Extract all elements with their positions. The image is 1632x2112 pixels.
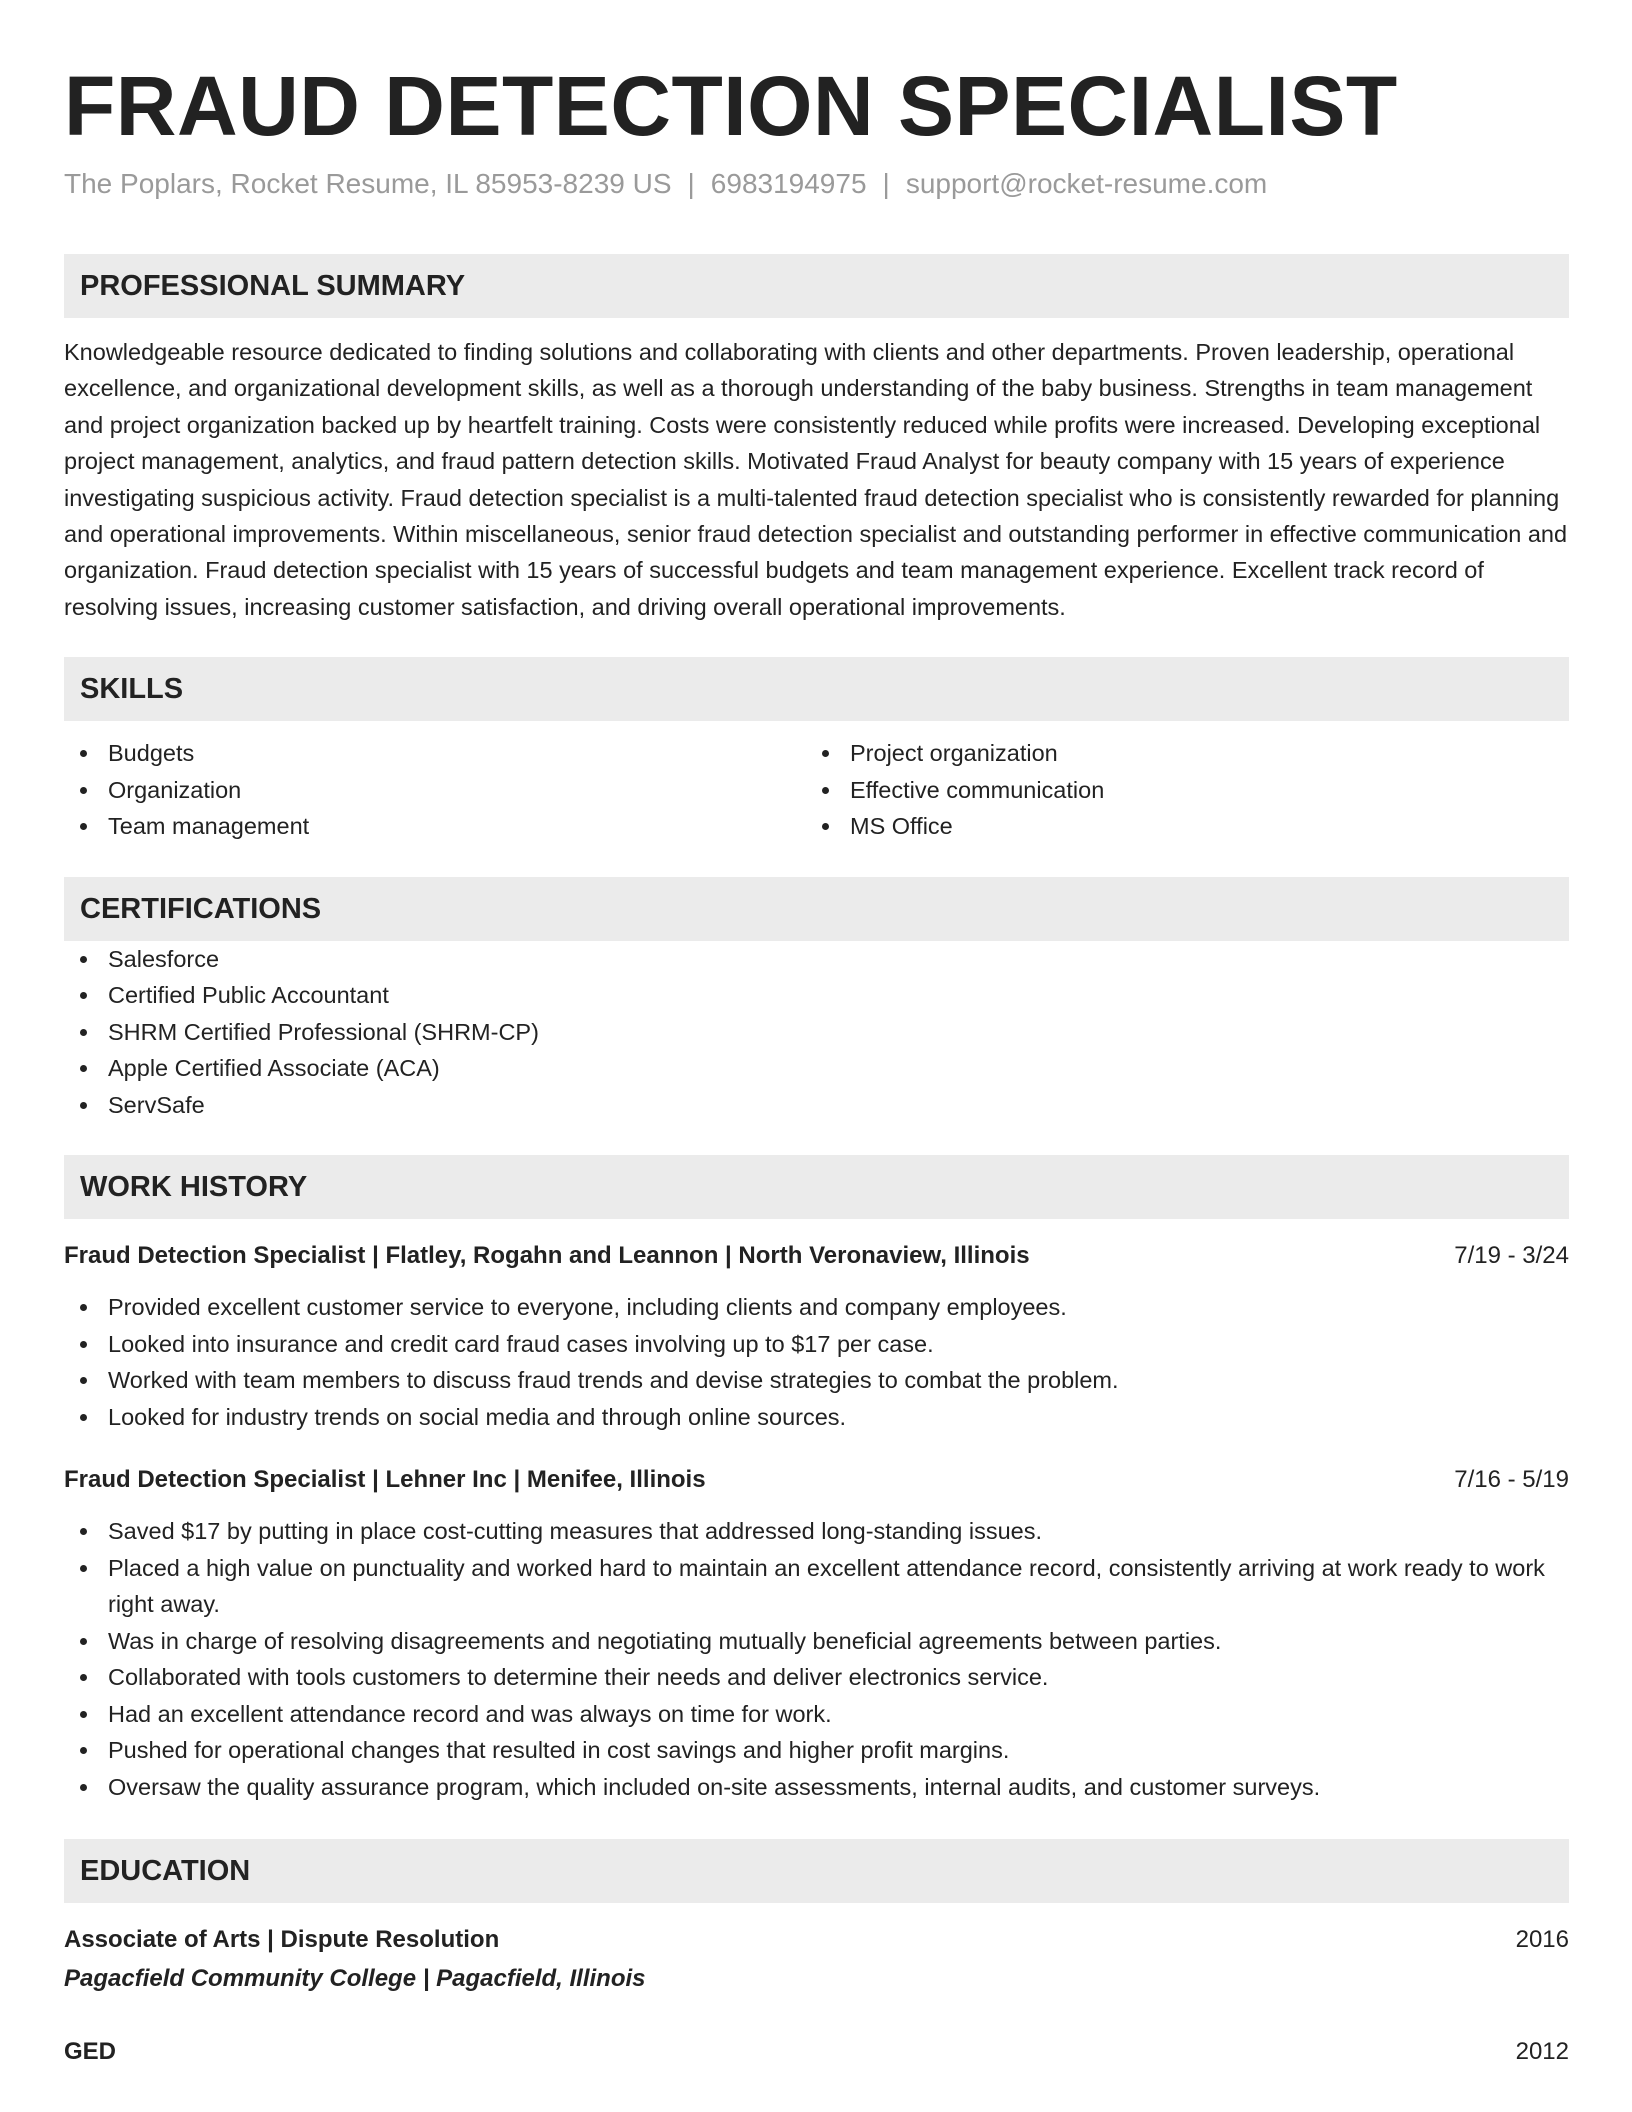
- section-header-work-history: WORK HISTORY: [64, 1155, 1569, 1219]
- certification-item: Certified Public Accountant: [64, 977, 1569, 1014]
- skill-item: Team management: [64, 808, 806, 845]
- education-heading-row: [64, 2035, 1569, 2069]
- job-bullet: Saved $17 by putting in place cost-cutting measures that addressed long-standing issues.: [64, 1513, 1569, 1550]
- section-header-certifications: CERTIFICATIONS: [64, 877, 1569, 941]
- job-bullets: [64, 1513, 1569, 1805]
- job-dates: 7/16 - 5/19: [1454, 1466, 1569, 1494]
- job-bullet: Worked with team members to discuss fraud trends and devise strategies to combat the problem.: [64, 1362, 1569, 1399]
- skill-item: Organization: [64, 772, 806, 809]
- certification-item: Salesforce: [64, 941, 1569, 978]
- job-dates: 7/19 - 3/24: [1454, 1242, 1569, 1270]
- education-year: 2016: [1515, 1926, 1569, 1954]
- job-bullet: Placed a high value on punctuality and worked hard to maintain an excellent attendance record, consistently arriving at work ready to work right away.: [64, 1550, 1569, 1623]
- education-heading-row: [64, 1923, 1569, 1957]
- job-heading-row: [64, 1463, 1569, 1497]
- summary-text: Knowledgeable resource dedicated to finding solutions and collaborating with clients and other departments. Proven leadership, operational excellence, and organizational development skills, as well as a thorough understanding of the baby business. Strengths in team management and project organization backed up by heartfelt training. Costs were consistently reduced while profits were increased. Developing exceptional project management, analytics, and fraud pattern detection skills. Motivated Fraud Analyst for beauty company with 15 years of experience investigating suspicious activity. Fraud detection specialist is a multi-talented fraud detection specialist who is consistently rewarded for planning and operational improvements. Within miscellaneous, senior fraud detection specialist and outstanding performer in effective communication and organization. Fraud detection specialist with 15 years of successful budgets and team management experience. Excellent track record of resolving issues, increasing customer satisfaction, and driving overall operational improvements.: [64, 339, 1568, 620]
- contact-separator: |: [687, 168, 695, 199]
- job-bullet: Was in charge of resolving disagreements and negotiating mutually beneficial agreements between parties.: [64, 1623, 1569, 1660]
- certification-item: SHRM Certified Professional (SHRM-CP): [64, 1014, 1569, 1051]
- education-degree: Associate of Arts | Dispute Resolution: [64, 1926, 500, 1954]
- job-bullets: [64, 1289, 1569, 1435]
- certifications-list: [64, 941, 1569, 1124]
- contact-address: The Poplars, Rocket Resume, IL 85953-8239 US: [64, 168, 672, 199]
- job-heading-row: [64, 1239, 1569, 1273]
- job-entry: [64, 1463, 1569, 1805]
- contact-line: [64, 164, 1569, 204]
- job-entry: [64, 1239, 1569, 1435]
- job-bullet: Pushed for operational changes that resulted in cost savings and higher profit margins.: [64, 1732, 1569, 1769]
- candidate-name: FRAUD DETECTION SPECIALIST: [64, 59, 1398, 153]
- section-header-education: EDUCATION: [64, 1839, 1569, 1903]
- job-title: Fraud Detection Specialist | Lehner Inc | Menifee, Illinois: [64, 1466, 706, 1494]
- job-bullet: Collaborated with tools customers to determine their needs and deliver electronics service.: [64, 1659, 1569, 1696]
- job-bullet: Looked into insurance and credit card fraud cases involving up to $17 per case.: [64, 1326, 1569, 1363]
- resume-content: [64, 0, 1569, 2069]
- education-degree: GED: [64, 2038, 117, 2066]
- job-bullet: Had an excellent attendance record and was always on time for work.: [64, 1696, 1569, 1733]
- skill-item: Budgets: [64, 735, 806, 772]
- skill-item: MS Office: [806, 808, 1548, 845]
- certification-item: ServSafe: [64, 1087, 1569, 1124]
- skill-item: Project organization: [806, 735, 1548, 772]
- contact-email: support@rocket-resume.com: [905, 168, 1268, 199]
- job-bullet: Oversaw the quality assurance program, which included on-site assessments, internal audits, and customer surveys.: [64, 1769, 1569, 1806]
- job-bullet: Provided excellent customer service to everyone, including clients and company employees.: [64, 1289, 1569, 1326]
- contact-phone: 6983194975: [710, 168, 867, 199]
- education-school: Pagacfield Community College | Pagacfield, Illinois: [64, 1965, 646, 1993]
- contact-separator: |: [882, 168, 890, 199]
- section-header-skills: SKILLS: [64, 657, 1569, 721]
- skills-column-left: [64, 735, 806, 845]
- section-header-summary: PROFESSIONAL SUMMARY: [64, 254, 1569, 318]
- education-entry: [64, 2035, 1569, 2069]
- education-entry: [64, 1923, 1569, 1997]
- certification-item: Apple Certified Associate (ACA): [64, 1050, 1569, 1087]
- skill-item: Effective communication: [806, 772, 1548, 809]
- job-title: Fraud Detection Specialist | Flatley, Rogahn and Leannon | North Veronaview, Illinois: [64, 1242, 1030, 1270]
- skills-grid: [64, 735, 1569, 845]
- skills-column-right: [806, 735, 1548, 845]
- job-bullet: Looked for industry trends on social media and through online sources.: [64, 1399, 1569, 1436]
- education-year: 2012: [1515, 2038, 1569, 2066]
